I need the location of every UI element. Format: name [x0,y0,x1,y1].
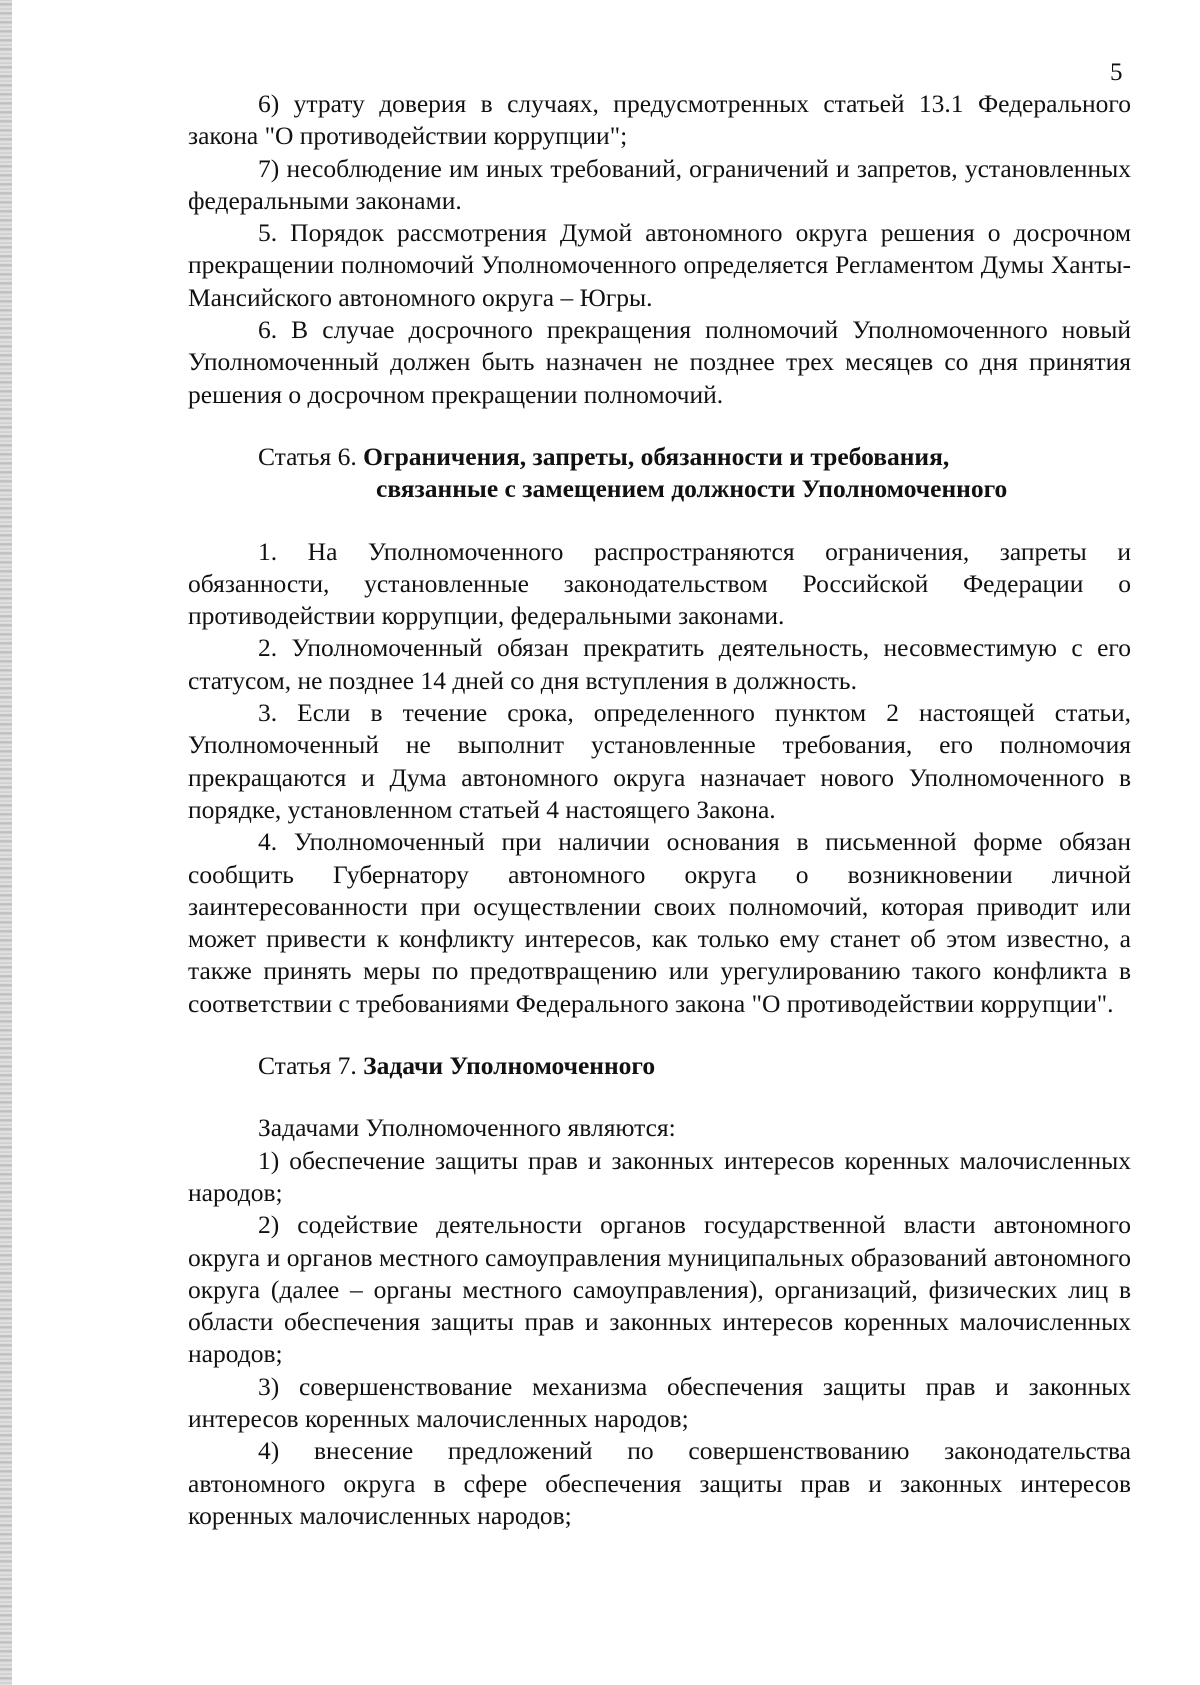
article-6-heading [188,441,1131,506]
paragraph: Задачами Уполномоченного являются: [258,1113,676,1143]
paragraph: 7) несоблюдение им иных требований, ограничений и запретов, установленных федеральными законами. [188,153,1131,215]
article-6-title-line1: Ограничения, запреты, обязанности и требования, [363,441,950,471]
paragraph: 4. Уполномоченный при наличии основания в письменной форме обязан сообщить Губернатору автономного округа о возникновении личной заинтересованности при осуществлении своих полномочий, которая приводит или может привести к конфликту интересов, как только ему станет об этом известно, а также принять меры по предотвращению или урегулированию такого конфликта в соответствии с требованиями Федерального закона "О противодействии коррупции". [188,827,1131,1018]
paragraph: 5. Порядок рассмотрения Думой автономного округа решения о досрочном прекращении полномочий Уполномоченного определяется Регламентом Думы Ханты-Мансийского автономного округа – Югры. [188,218,1131,312]
paragraph: 6) утрату доверия в случаях, предусмотренных статьей 13.1 Федерального закона "О противодействии коррупции"; [188,89,1131,151]
article-6-label: Статья 6. [258,441,364,471]
paragraph: 6. В случае досрочного прекращения полномочий Уполномоченного новый Уполномоченный должен быть назначен не позднее трех месяцев со дня принятия решения о досрочном прекращении полномочий. [188,315,1131,409]
article-7-heading [188,1050,1131,1082]
spacer [188,411,1131,441]
spacer [188,1082,1131,1112]
article-6-title-line2: связанные с замещением должности Уполномоченного [376,474,1008,504]
paragraph: 2) содействие деятельности органов государственной власти автономного округа и органов местного самоуправления муниципальных образований автономного округа (далее – органы местного самоуправления), организаций, физических лиц в области обеспечения защиты прав и законных интересов коренных малочисленных народов; [188,1210,1131,1369]
paragraph: 1. На Уполномоченного распространяются ограничения, запреты и обязанности, установленные законодательством Российской Федерации о противодействии коррупции, федеральными законами. [188,536,1131,631]
spacer [188,1020,1131,1050]
document-body [188,88,1131,1532]
article-7-title: Задачи Уполномоченного [363,1051,656,1081]
spacer [188,506,1131,536]
page-number: 5 [1110,59,1123,86]
paragraph: 3) совершенствование механизма обеспечения защиты прав и законных интересов коренных малочисленных народов; [188,1371,1131,1433]
paragraph: 1) обеспечение защиты прав и законных интересов коренных малочисленных народов; [188,1145,1131,1207]
article-7-label: Статья 7. [258,1051,364,1081]
paragraph: 2. Уполномоченный обязан прекратить деятельность, несовместимую с его статусом, не позднее 14 дней со дня вступления в должность. [188,633,1131,695]
paragraph: 3. Если в течение срока, определенного пунктом 2 настоящей статьи, Уполномоченный не выполнит установленные требования, его полномочия прекращаются и Дума автономного округа назначает нового Уполномоченного в порядке, установленном статьей 4 настоящего Закона. [188,698,1131,824]
scan-edge [0,0,12,1685]
paragraph: 4) внесение предложений по совершенствованию законодательства автономного округа в сфере обеспечения защиты прав и законных интересов коренных малочисленных народов; [188,1436,1131,1530]
